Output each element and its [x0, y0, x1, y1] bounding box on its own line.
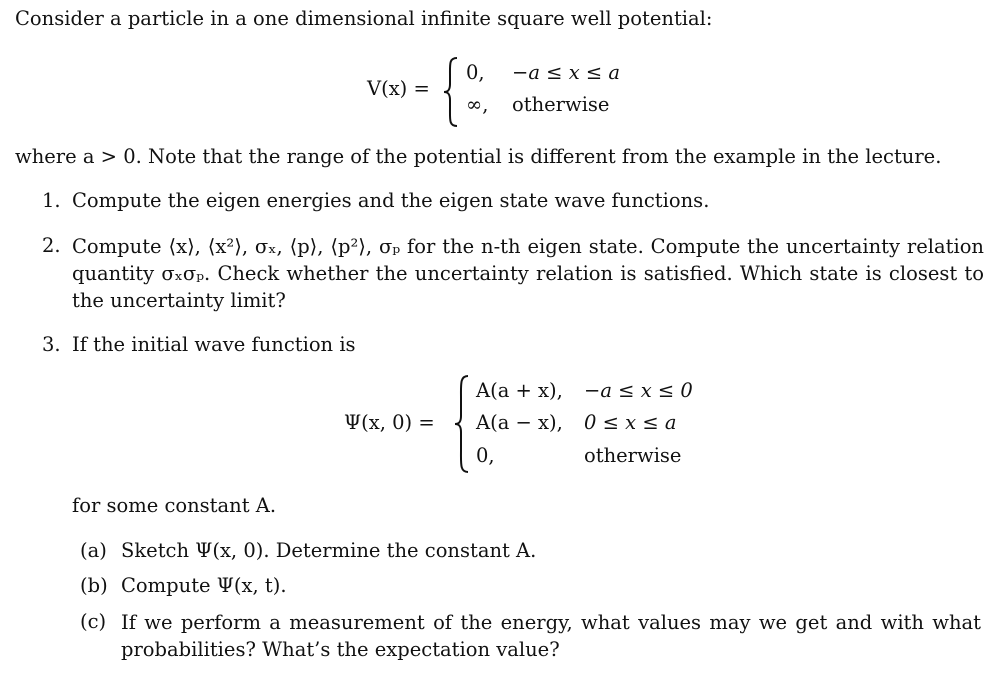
item-1-text: Compute the eigen energies and the eigen state wave functions.	[72, 189, 710, 212]
wavefunction-case-3-condition: otherwise	[584, 444, 682, 467]
potential-case-2-condition: otherwise	[512, 93, 610, 116]
potential-case-1-condition: −a ≤ x ≤ a	[512, 61, 621, 84]
wavefunction-lhs: Ψ(x, 0) =	[344, 411, 435, 434]
item-3-number: 3.	[42, 333, 61, 356]
item-1-number: 1.	[42, 189, 61, 212]
potential-lhs: V(x) =	[367, 77, 430, 100]
wavefunction-case-2-condition: 0 ≤ x ≤ a	[584, 411, 677, 434]
subitem-c-text: If we perform a measurement of the energy, what values may we get and with what probabilities? What’s the expectation value?	[121, 611, 981, 661]
left-brace-icon	[452, 374, 472, 474]
subitem-a-number: (a)	[80, 539, 107, 562]
potential-case-2-value: ∞,	[466, 93, 489, 116]
wavefunction-case-1-condition: −a ≤ x ≤ 0	[584, 379, 693, 402]
potential-case-1-value: 0,	[466, 61, 485, 84]
wavefunction-case-3-value: 0,	[476, 444, 495, 467]
left-brace-icon	[441, 56, 461, 128]
item-2-number: 2.	[42, 234, 61, 257]
subitem-c-number: (c)	[80, 610, 107, 633]
intro-text: Consider a particle in a one dimensional infinite square well potential:	[15, 7, 713, 30]
subitem-b-text: Compute Ψ(x, t).	[121, 574, 287, 597]
note-text: where a > 0. Note that the range of the potential is different from the example in the lecture.	[15, 145, 942, 168]
constant-line: for some constant A.	[72, 494, 277, 517]
wavefunction-case-2-value: A(a − x),	[476, 411, 563, 434]
subitem-a-text: Sketch Ψ(x, 0). Determine the constant A.	[121, 539, 537, 562]
subitem-b-number: (b)	[80, 574, 108, 597]
item-2-text: Compute ⟨x⟩, ⟨x²⟩, σₓ, ⟨p⟩, ⟨p²⟩, σₚ for the n-th eigen state. Compute the uncertainty relation quantity σₓσₚ. Check whether the uncertainty relation is satisfied. Which state is closest to the uncertainty limit?	[72, 235, 984, 312]
item-3-text: If the initial wave function is	[72, 333, 356, 356]
wavefunction-case-1-value: A(a + x),	[476, 379, 563, 402]
